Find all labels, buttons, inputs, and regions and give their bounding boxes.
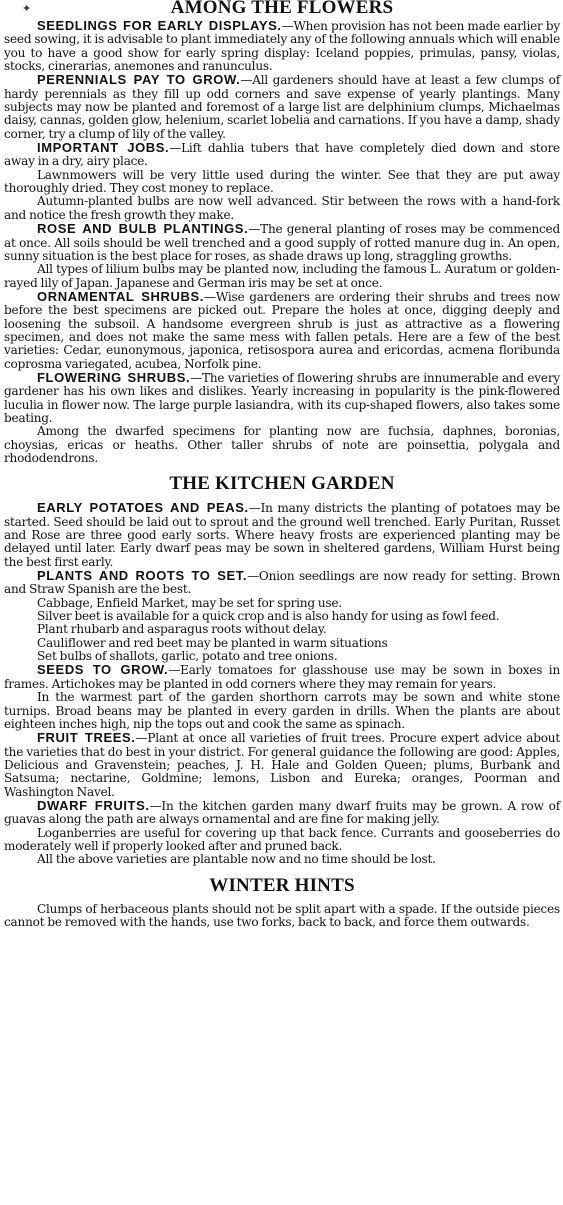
paragraph	[4, 195, 560, 222]
paragraph-heading: PLANTS AND ROOTS TO SET.	[37, 568, 248, 584]
paragraph-heading: IMPORTANT JOBS.	[37, 140, 170, 156]
paragraph-text: Lawnmowers will be very little used during the winter. See that they are put away thoroughly dried. They cost money to replace.	[4, 167, 560, 196]
section-title-kitchen-garden: THE KITCHEN GARDEN	[169, 473, 395, 495]
paragraph	[4, 650, 560, 663]
paragraph	[4, 425, 560, 465]
paragraph	[4, 290, 560, 371]
paragraph-text: Set bulbs of shallots, garlic, potato and tree onions.	[37, 649, 338, 664]
paragraph-heading: EARLY POTATOES AND PEAS.	[37, 500, 249, 516]
paragraph	[4, 637, 560, 650]
paragraph-text: —Early tomatoes for glasshouse use may be sown in boxes in frames. Artichokes may be planted in odd corners where they may remain for years.	[4, 663, 561, 691]
paragraph	[4, 19, 560, 73]
paragraph	[4, 371, 560, 425]
paragraph-heading: SEEDLINGS FOR EARLY DISPLAYS.	[37, 18, 282, 33]
paragraph-text: All types of lilium bulbs may be planted now, including the famous L. Auratum or golden-rayed lily of Japan. Japanese and German iris may be set at once.	[4, 262, 560, 290]
paragraph-text: Plant rhubarb and asparagus roots without delay.	[37, 622, 327, 637]
paragraph-heading: PERENNIALS PAY TO GROW.	[37, 72, 241, 88]
paragraph-text: Cabbage, Enfield Market, may be set for spring use.	[37, 595, 342, 610]
paragraph-text: —When provision has not been made earlier by seed sowing, it is advisable to plant immediately any of the following annuals which will enable you to have a good show for early spring display: Iceland poppies, primulas, pansy, violas, stocks, cinerarias, anemones and ranunculus.	[4, 19, 560, 74]
paragraph-text: —In many districts the planting of potatoes may be started. Seed should be laid out to sprout and the ground well trenched. Early Puritan, Russet and Rose are three good early sorts. Where heavy frosts are experienced planting may be delayed until later. Early dwarf peas may be sown in sheltered gardens, William Hurst being the best first early.	[4, 501, 561, 569]
paragraph-text: Silver beet is available for a quick crop and is also handy for using as fowl feed.	[37, 609, 500, 624]
paragraph	[4, 623, 560, 636]
paragraph-text: Clumps of herbaceous plants should not be split apart with a spade. If the outside pieces cannot be removed with the hands, use two forks, back to back, and force them outwards.	[4, 901, 560, 929]
paragraph-text: —Lift dahlia tubers that have completely died down and store away in a dry, airy place.	[4, 141, 560, 169]
section-title-winter-hints: WINTER HINTS	[209, 874, 355, 896]
paragraph-text: —The general planting of roses may be commenced at once. All soils should be well trenched and a good supply of rotted manure dug in. An open, sunny situation is the best place for roses, as shade draws up long, straggling growths.	[4, 222, 560, 263]
paragraph	[4, 853, 560, 866]
paragraph-text: —Plant at once all varieties of fruit trees. Procure expert advice about the varieties that do best in your district. For general guidance the following are good: Apples, Delicious and Gravenstein; peaches, J. H. Hale and Golden Queen; plums, Burbank and Satsuma; nectarine, Goldmine; lemons, Lisbon and Eureka; oranges, Poorman and Washington Navel.	[4, 731, 561, 799]
paragraph-text: Autumn-planted bulbs are now well advanced. Stir between the rows with a hand-fork and notice the fresh growth they make.	[4, 194, 560, 222]
section-flowers	[4, 19, 560, 465]
paragraph	[4, 610, 560, 623]
paragraph-text: —Wise gardeners are ordering their shrubs and trees now before the best specimens are picked out. Prepare the holes at once, digging deeply and loosening the subsoil. A handsome evergreen shrub is just as attractive as a flowering specimen, and does not make the same mess with fallen petals. Here are a few of the best varieties: Cedar, eunonymous, japonica, retisospora aurea and ericordas, acmena floribunda coprosma variegated, acubea, Norfolk pine.	[4, 289, 560, 371]
paragraph-text: —In the kitchen garden many dwarf fruits may be grown. A row of guavas along the path are always ornamental and are fine for making jelly.	[4, 798, 560, 827]
paragraph	[4, 799, 560, 827]
paragraph	[4, 263, 560, 290]
paragraph-text: Loganberries are useful for covering up that back fence. Currants and gooseberries do moderately well if properly looked after and pruned back.	[4, 825, 560, 853]
paragraph	[4, 691, 560, 731]
paragraph	[4, 903, 560, 930]
paragraph-text: —Onion seedlings are now ready for setting. Brown and Straw Spanish are the best.	[4, 569, 560, 597]
paragraph-text: —All gardeners should have at least a few clumps of hardy perennials as they fill up odd corners and save expense of yearly plantings. Many subjects may now be planted and foremost of a large list are delphinium clumps, Michaelmas daisy, cannas, golden glow, helenium, scarlet lobelia and carnations. If you have a damp, shady corner, try a clump of lily of the valley.	[4, 73, 560, 141]
paragraph	[4, 141, 560, 169]
paragraph	[4, 827, 560, 854]
paragraph-text: All the above varieties are plantable now and no time should be lost.	[37, 852, 436, 867]
ornament-icon: ✦	[22, 2, 32, 15]
paragraph-text: Cauliflower and red beet may be planted in warm situations	[37, 635, 388, 650]
paragraph-text: In the warmest part of the garden shorthorn carrots may be sown and white stone turnips. Broad beans may be planted in every garden in drills. When the plants are about eighteen inches high, nip the tops out and cook the same as spinach.	[4, 690, 560, 731]
section-title-flowers: AMONG THE FLOWERS	[170, 0, 394, 18]
paragraph-heading: ORNAMENTAL SHRUBS.	[37, 288, 204, 304]
paragraph	[4, 731, 560, 799]
paragraph	[4, 169, 560, 196]
paragraph-heading: FRUIT TREES.	[37, 730, 136, 746]
paragraph-heading: SEEDS TO GROW.	[37, 662, 169, 678]
paragraph-heading: ROSE AND BULB PLANTINGS.	[37, 221, 249, 237]
paragraph	[4, 597, 560, 610]
paragraph	[4, 73, 560, 141]
paragraph-heading: DWARF FRUITS.	[37, 797, 150, 813]
paragraph	[4, 663, 560, 691]
paragraph	[4, 222, 560, 263]
section-winter-hints	[4, 903, 560, 930]
paragraph	[4, 501, 560, 569]
section-kitchen-garden	[4, 501, 560, 866]
paragraph-heading: FLOWERING SHRUBS.	[37, 369, 191, 385]
paragraph-text: Among the dwarfed specimens for planting now are fuchsia, daphnes, boronias, choysias, ericas or heaths. Other taller shrubs of note are poinsettia, polygala and rhododendrons.	[4, 424, 560, 465]
paragraph	[4, 569, 560, 597]
paragraph-text: —The varieties of flowering shrubs are innumerable and every gardener has his own likes and dislikes. Yearly increasing in popularity is the pink-flowered luculia in flower now. The large purple lasiandra, with its cup-shaped flowers, also takes some beating.	[4, 370, 560, 425]
